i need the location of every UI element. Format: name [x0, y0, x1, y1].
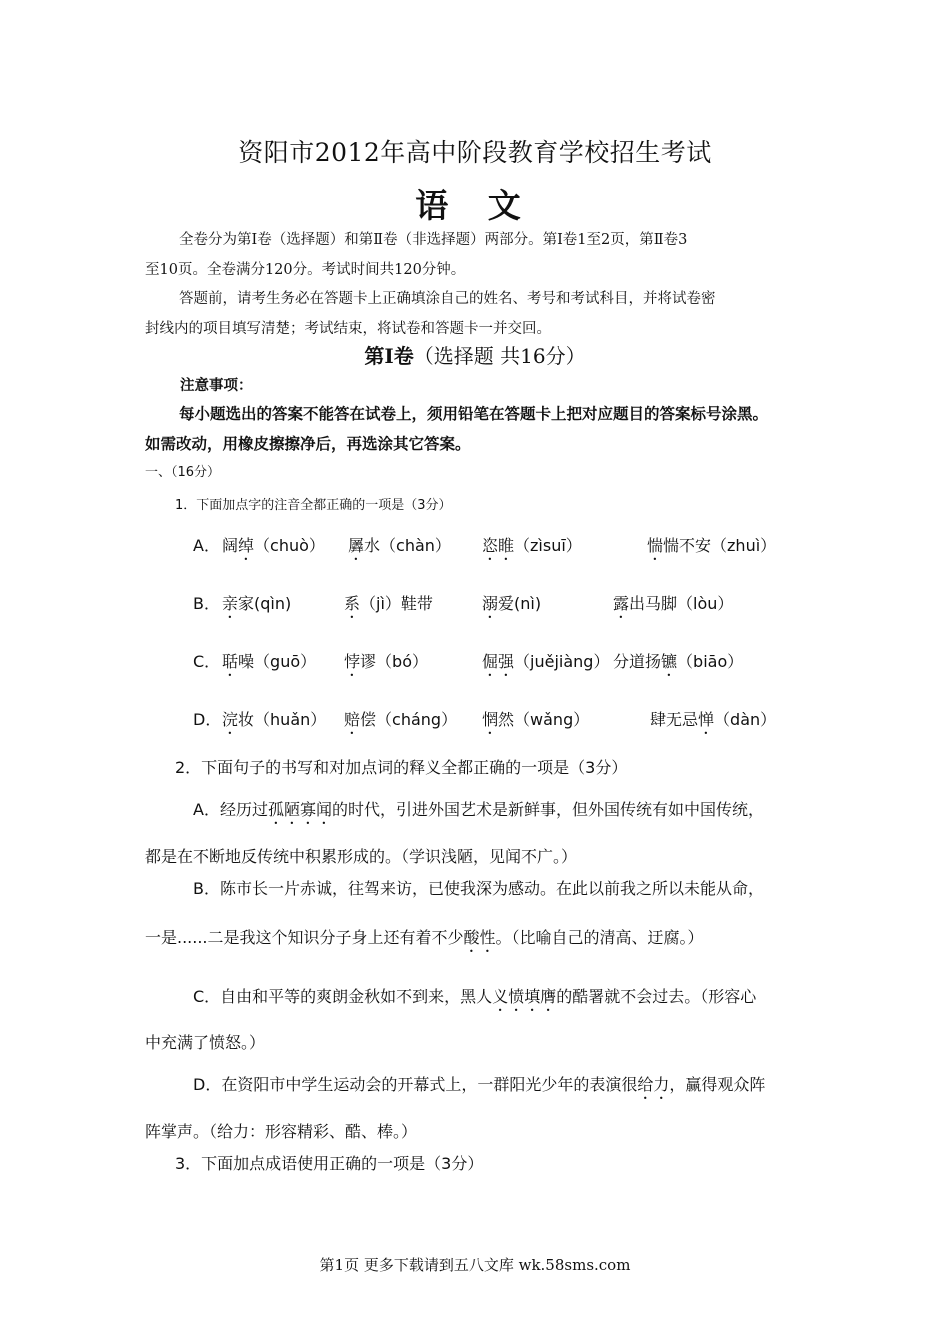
q2-option-b-line-1: B．陈市长一片赤诚，往驾来访，已使我深为感动。在此以前我之所以未能从命， [193, 879, 764, 898]
dotted-char: 惴 [647, 536, 664, 555]
option-item: 恣睢（zìsuī） [482, 536, 582, 555]
option-item: 分道扬镳（biāo） [613, 652, 744, 671]
question-3-stem: 3．下面加点成语使用正确的一项是（3分） [175, 1154, 484, 1173]
dotted-word: 义愤填膺 [492, 987, 557, 1006]
q2-option-d-line-2: 阵掌声。（给力：形容精彩、酷、棒。） [145, 1122, 418, 1141]
dotted-char: 惘 [482, 710, 499, 729]
notes-line-1: 每小题选出的答案不能答在试卷上，须用铅笔在答题卡上把对应题目的答案标号涂黑。 [179, 405, 769, 423]
q2-option-c-line-1: C．自由和平等的爽朗金秋如不到来，黑人义愤填膺的酷署就不会过去。（形容心 [193, 987, 757, 1006]
dotted-char: 倔强 [482, 652, 515, 671]
page-footer: 第1页 更多下载请到五八文库 wk.58sms.com [319, 1256, 631, 1274]
option-letter: B． [193, 594, 220, 613]
dotted-char: 聒 [222, 652, 239, 671]
dotted-char: 惮 [698, 710, 715, 729]
section-heading [0, 340, 950, 369]
intro-line-1: 全卷分为第Ⅰ卷（选择题）和第Ⅱ卷（非选择题）两部分。第Ⅰ卷1至2页，第Ⅱ卷3 [179, 232, 688, 248]
option-item: 惴惴不安（zhuì） [647, 536, 777, 555]
option-item: 肆无忌惮（dàn） [650, 710, 777, 729]
question-1-stem: 1．下面加点字的注音全都正确的一项是（3分） [175, 498, 452, 513]
option-letter: C． [193, 652, 221, 671]
q2-option-a-line-1: A．经历过孤陋寡闻的时代，引进外国艺术是新鲜事，但外国传统有如中国传统， [193, 800, 764, 819]
option-item: 阔绰（chuò） [222, 536, 325, 555]
option-item: 聒噪（guō） [222, 652, 317, 671]
dotted-char: 恣睢 [482, 536, 515, 555]
option-item: 系（jì）鞋带 [344, 594, 433, 613]
option-letter: A． [193, 536, 220, 555]
dotted-char: 悖 [344, 652, 361, 671]
intro-line-4: 封线内的项目填写清楚；考试结束，将试卷和答题卡一并交回。 [145, 321, 551, 337]
part-one-label: 一、（16分） [145, 465, 221, 480]
intro-line-3: 答题前，请考生务必在答题卡上正确填涂自己的姓名、考号和考试科目，并将试卷密 [179, 291, 716, 307]
exam-title: 资阳市2012年高中阶段教育学校招生考试 [238, 138, 712, 167]
dotted-char: 溺 [482, 594, 499, 613]
dotted-word: 酸性 [463, 928, 496, 947]
section-label: 第Ⅰ卷 [364, 344, 414, 368]
dotted-char: 亲 [222, 594, 239, 613]
option-item: 羼水（chàn） [348, 536, 451, 555]
q2-option-a-line-2: 都是在不断地反传统中积累形成的。（学识浅陋，见闻不广。） [145, 847, 578, 866]
question-2-stem: 2．下面句子的书写和对加点词的释义全都正确的一项是（3分） [175, 758, 628, 777]
dotted-char: 镳 [661, 652, 678, 671]
dotted-word: 孤陋寡闻 [267, 800, 332, 819]
option-item: 赔偿（cháng） [344, 710, 458, 729]
option-item: 溺爱(nì) [482, 594, 542, 613]
option-item: 悖谬（bó） [344, 652, 428, 671]
dotted-char: 浣 [222, 710, 239, 729]
dotted-char: 露 [613, 594, 630, 613]
notes-line-2: 如需改动，用橡皮擦擦净后，再选涂其它答案。 [145, 435, 471, 453]
option-item: 露出马脚（lòu） [613, 594, 734, 613]
q2-option-c-line-2: 中充满了愤怒。） [145, 1033, 266, 1052]
option-item: 惘然（wǎng） [482, 710, 590, 729]
dotted-char: 赔 [344, 710, 361, 729]
dotted-char: 绰 [238, 536, 255, 555]
section-desc: （选择题 共16分） [413, 344, 586, 368]
option-item: 倔强（juějiàng） [482, 652, 610, 671]
option-item: 浣妆（huǎn） [222, 710, 327, 729]
q2-option-b-line-2: 一是......二是我这个知识分子身上还有着不少酸性。（比喻自己的清高、迂腐。） [145, 928, 704, 947]
dotted-char: 系 [344, 594, 361, 613]
option-item: 亲家(qìn) [222, 594, 292, 613]
intro-line-2: 至10页。全卷满分120分。考试时间共120分钟。 [145, 262, 466, 278]
notes-title: 注意事项： [180, 378, 253, 394]
option-letter: D． [193, 710, 222, 729]
q2-option-d-line-1: D．在资阳市中学生运动会的开幕式上，一群阳光少年的表演很给力，赢得观众阵 [193, 1075, 766, 1094]
subject-title: 语 文 [415, 186, 535, 225]
dotted-word: 给力 [637, 1075, 670, 1094]
dotted-char: 羼 [348, 536, 365, 555]
